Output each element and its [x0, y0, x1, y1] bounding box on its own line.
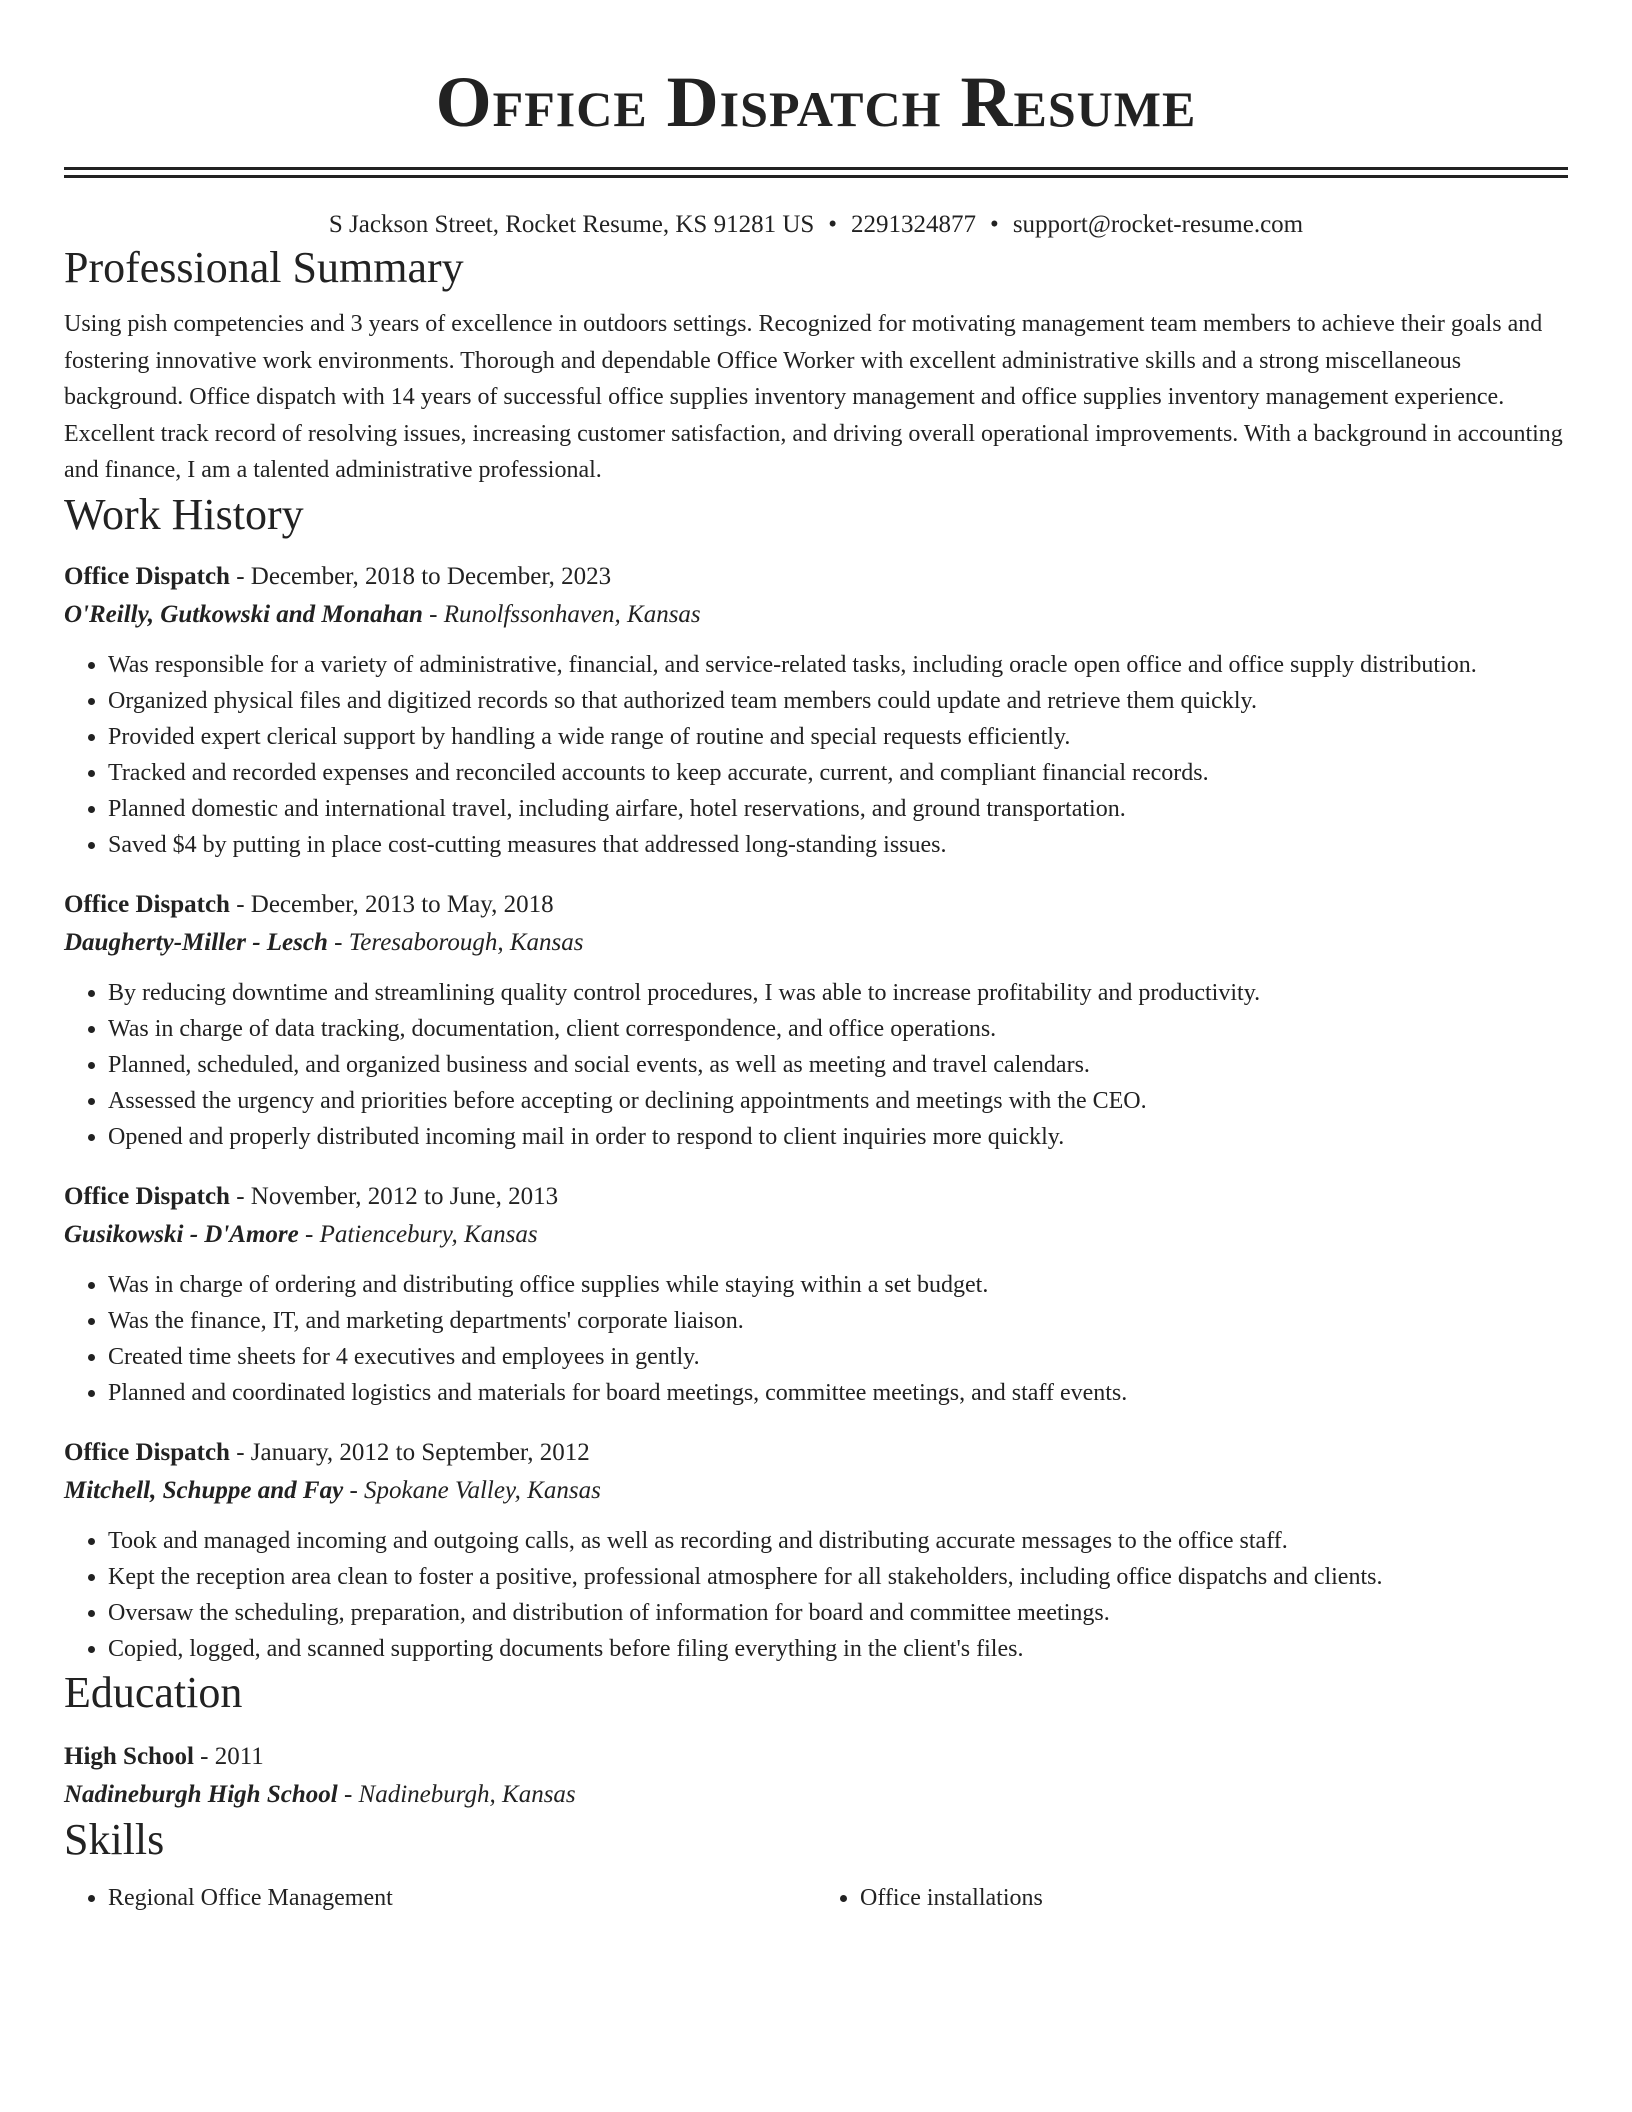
list-item: • Provided expert clerical support by handling a wide range of routine and special requests efficiently. [108, 719, 1568, 755]
list-item: • Was the finance, IT, and marketing departments' corporate liaison. [108, 1303, 1568, 1339]
contact-line [64, 208, 1568, 242]
title-double-rule [64, 167, 1568, 178]
summary-heading: Professional Summary [64, 243, 464, 292]
job-company: Mitchell, Schuppe and Fay [64, 1476, 344, 1504]
list-item: • Assessed the urgency and priorities before accepting or declining appointments and meetings with the CEO. [108, 1083, 1568, 1119]
list-item: • Was in charge of data tracking, documentation, client correspondence, and office operations. [108, 1011, 1568, 1047]
job-duties-list [64, 975, 1568, 1155]
list-item: • Took and managed incoming and outgoing calls, as well as recording and distributing accurate messages to the office staff. [108, 1523, 1568, 1559]
job-company: Daugherty-Miller - Lesch [64, 928, 328, 956]
job-entry [64, 1179, 1568, 1411]
job-entry [64, 1435, 1568, 1667]
job-title: Office Dispatch [64, 890, 230, 918]
skills-grid [64, 1880, 1568, 1916]
job-duties-list [64, 1267, 1568, 1411]
job-title-line [64, 559, 1568, 595]
contact-separator: • [990, 211, 999, 238]
job-location: - Teresaborough, Kansas [327, 928, 584, 956]
job-company-line [64, 1471, 1568, 1510]
list-item: • Copied, logged, and scanned supporting documents before filing everything in the client's files. [108, 1631, 1568, 1667]
job-title: Office Dispatch [64, 1182, 230, 1210]
job-company-line [64, 923, 1568, 962]
contact-phone: 2291324877 [851, 211, 977, 238]
skills-list-left [64, 1880, 816, 1916]
job-location: - Runolfssonhaven, Kansas [422, 600, 701, 628]
job-entry [64, 559, 1568, 863]
list-item: • Oversaw the scheduling, preparation, and distribution of information for board and committee meetings. [108, 1595, 1568, 1631]
job-title-line [64, 1179, 1568, 1215]
education-school-line [64, 1775, 1568, 1814]
job-title-line [64, 887, 1568, 923]
list-item: • Created time sheets for 4 executives and employees in gently. [108, 1339, 1568, 1375]
skill-item: • Office installations [860, 1880, 1568, 1916]
job-title: Office Dispatch [64, 1438, 230, 1466]
contact-email: support@rocket-resume.com [1012, 211, 1304, 238]
education-location: - Nadineburgh, Kansas [337, 1780, 576, 1808]
list-item: • Was in charge of ordering and distributing office supplies while staying within a set budget. [108, 1267, 1568, 1303]
job-duties-list [64, 1523, 1568, 1667]
education-heading: Education [64, 1667, 243, 1717]
page-title: Office Dispatch Resume [435, 62, 1197, 142]
education-school: Nadineburgh High School [64, 1780, 338, 1808]
job-dates: - November, 2012 to June, 2013 [229, 1182, 559, 1210]
list-item: • Planned domestic and international travel, including airfare, hotel reservations, and ground transportation. [108, 791, 1568, 827]
job-title: Office Dispatch [64, 562, 230, 590]
skill-item: • Regional Office Management [108, 1880, 816, 1916]
summary-text: Using pish competencies and 3 years of excellence in outdoors settings. Recognized for motivating management team members to achieve their goals and fostering innovative work environments. Thorough and dependable Office Worker with excellent administrative skills and a strong miscellaneous background. Office dispatch with 14 years of successful office supplies inventory management and office supplies inventory management experience. Excellent track record of resolving issues, increasing customer satisfaction, and driving overall operational improvements. With a background in accounting and finance, I am a talented administrative professional. [64, 311, 1563, 483]
skills-list-right [816, 1880, 1568, 1916]
list-item: • By reducing downtime and streamlining quality control procedures, I was able to increase profitability and productivity. [108, 975, 1568, 1011]
job-company: O'Reilly, Gutkowski and Monahan [64, 600, 423, 628]
list-item: • Was responsible for a variety of administrative, financial, and service-related tasks, including oracle open office and office supply distribution. [108, 647, 1568, 683]
list-item: • Kept the reception area clean to foster a positive, professional atmosphere for all stakeholders, including office dispatchs and clients. [108, 1559, 1568, 1595]
list-item: • Opened and properly distributed incoming mail in order to respond to client inquiries more quickly. [108, 1119, 1568, 1155]
education-year: - 2011 [193, 1742, 264, 1770]
job-dates: - December, 2018 to December, 2023 [229, 562, 612, 590]
list-item: • Planned and coordinated logistics and materials for board meetings, committee meetings, and staff events. [108, 1375, 1568, 1411]
skills-heading: Skills [64, 1814, 165, 1864]
list-item: • Tracked and recorded expenses and reconciled accounts to keep accurate, current, and compliant financial records. [108, 755, 1568, 791]
list-item: • Saved $4 by putting in place cost-cutting measures that addressed long-standing issues. [108, 827, 1568, 863]
job-dates: - December, 2013 to May, 2018 [229, 890, 554, 918]
job-entry [64, 887, 1568, 1155]
education-entry [64, 1739, 1568, 1814]
job-company-line [64, 1215, 1568, 1254]
education-degree: High School [64, 1742, 194, 1770]
list-item: • Organized physical files and digitized records so that authorized team members could update and retrieve them quickly. [108, 683, 1568, 719]
job-location: - Spokane Valley, Kansas [343, 1476, 601, 1504]
education-degree-line [64, 1739, 1568, 1775]
work-history-heading: Work History [64, 489, 304, 539]
list-item: • Planned, scheduled, and organized business and social events, as well as meeting and travel calendars. [108, 1047, 1568, 1083]
contact-separator: • [828, 211, 838, 238]
job-company-line [64, 595, 1568, 634]
job-title-line [64, 1435, 1568, 1471]
job-company: Gusikowski - D'Amore [64, 1220, 299, 1248]
job-location: - Patiencebury, Kansas [298, 1220, 538, 1248]
contact-address: S Jackson Street, Rocket Resume, KS 91281 US [328, 211, 815, 238]
job-dates: - January, 2012 to September, 2012 [229, 1438, 590, 1466]
job-duties-list [64, 647, 1568, 863]
